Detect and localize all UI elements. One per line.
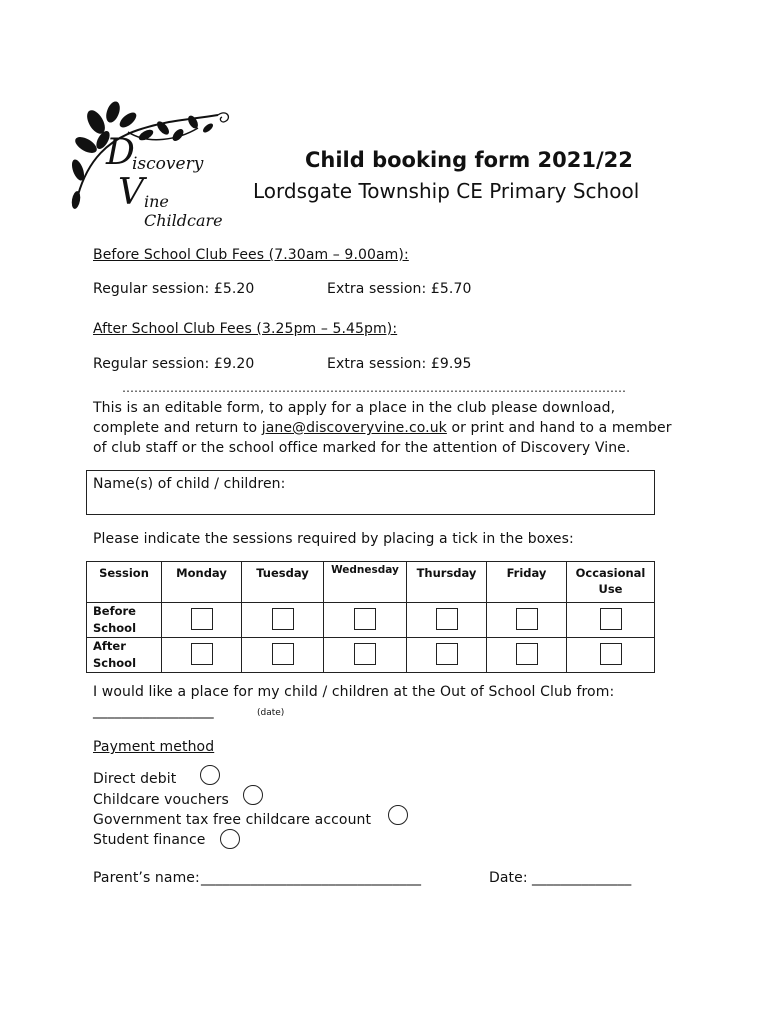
after-school-label: [87, 638, 162, 673]
email-link[interactable]: jane@discoveryvine.co.uk: [261, 420, 447, 436]
direct-debit-radio[interactable]: [200, 765, 220, 785]
sessions-prompt: Please indicate the sessions required by placing a tick in the boxes:: [93, 531, 574, 547]
sessions-header-row: [87, 562, 655, 603]
before-school-fees-heading: Before School Club Fees (7.30am – 9.00am):: [93, 247, 409, 263]
after-wednesday-checkbox[interactable]: [354, 643, 376, 665]
after-school-row: [87, 638, 655, 673]
after-occasional-checkbox[interactable]: [600, 643, 622, 665]
instructions-line-3: of club staff or the school office marked for the attention of Discovery Vine.: [93, 440, 631, 456]
after-friday-checkbox[interactable]: [516, 643, 538, 665]
payment-option-tax-free: Government tax free childcare account: [93, 812, 372, 828]
form-title: Child booking form 2021/22: [305, 148, 633, 172]
before-friday-checkbox[interactable]: [516, 608, 538, 630]
date-label: Date:: [489, 870, 528, 886]
instructions-line-2-start: complete and return to: [93, 420, 262, 436]
header-session: Session: [87, 562, 162, 603]
payment-heading: Payment method: [93, 739, 215, 755]
instructions-line-2: [93, 420, 672, 436]
after-regular-fee: Regular session: £9.20: [93, 356, 255, 372]
instructions-line-2-end: or print and hand to a member: [446, 420, 672, 436]
discovery-vine-logo: [68, 100, 243, 230]
after-tuesday-checkbox[interactable]: [272, 643, 294, 665]
logo-initial-d: D: [106, 132, 135, 173]
payment-option-student-finance: Student finance: [93, 832, 206, 848]
before-monday-checkbox[interactable]: [191, 608, 213, 630]
header-occasional-use: Occasional Use: [567, 562, 655, 603]
school-name: Lordsgate Township CE Primary School: [253, 179, 640, 203]
before-label-line1: Before: [93, 604, 136, 618]
after-monday-checkbox[interactable]: [191, 643, 213, 665]
after-extra-fee: Extra session: £9.95: [327, 356, 472, 372]
logo-initial-v: V: [118, 172, 144, 213]
student-finance-radio[interactable]: [220, 829, 240, 849]
childcare-vouchers-radio[interactable]: [243, 785, 263, 805]
after-thursday-checkbox[interactable]: [436, 643, 458, 665]
header-monday: Monday: [162, 562, 242, 603]
after-label-line1: After: [93, 639, 126, 653]
child-names-field[interactable]: [86, 470, 655, 515]
before-extra-fee: Extra session: £5.70: [327, 281, 472, 297]
before-school-label: [87, 603, 162, 638]
dotted-divider: ………………………………………………………………………………………………………………: [122, 381, 626, 395]
after-label-line2: School: [93, 656, 137, 670]
before-occasional-checkbox[interactable]: [600, 608, 622, 630]
before-wednesday-checkbox[interactable]: [354, 608, 376, 630]
header-wednesday: Wednesday: [324, 562, 407, 603]
header-tuesday: Tuesday: [242, 562, 324, 603]
logo-line-childcare: ine Childcare: [144, 192, 223, 230]
date-hint: (date): [257, 708, 285, 718]
instructions-line-1: This is an editable form, to apply for a place in the club please download,: [93, 400, 616, 416]
start-date-field[interactable]: _________________: [93, 703, 214, 719]
parent-name-field[interactable]: _______________________________: [201, 870, 422, 886]
child-names-label: Name(s) of child / children:: [93, 476, 286, 492]
date-field[interactable]: ______________: [532, 870, 632, 886]
logo-line-discovery: iscovery: [132, 154, 204, 174]
before-label-line2: School: [93, 621, 137, 635]
start-date-prompt: I would like a place for my child / children at the Out of School Club from:: [93, 684, 615, 700]
parent-name-label: Parent’s name:: [93, 870, 200, 886]
payment-option-vouchers: Childcare vouchers: [93, 792, 229, 808]
sessions-table: [86, 561, 655, 673]
header-thursday: Thursday: [407, 562, 487, 603]
before-school-row: [87, 603, 655, 638]
after-school-fees-heading: After School Club Fees (3.25pm – 5.45pm):: [93, 321, 398, 337]
tax-free-childcare-radio[interactable]: [388, 805, 408, 825]
before-regular-fee: Regular session: £5.20: [93, 281, 255, 297]
before-thursday-checkbox[interactable]: [436, 608, 458, 630]
before-tuesday-checkbox[interactable]: [272, 608, 294, 630]
payment-option-direct-debit: Direct debit: [93, 771, 177, 787]
header-friday: Friday: [487, 562, 567, 603]
